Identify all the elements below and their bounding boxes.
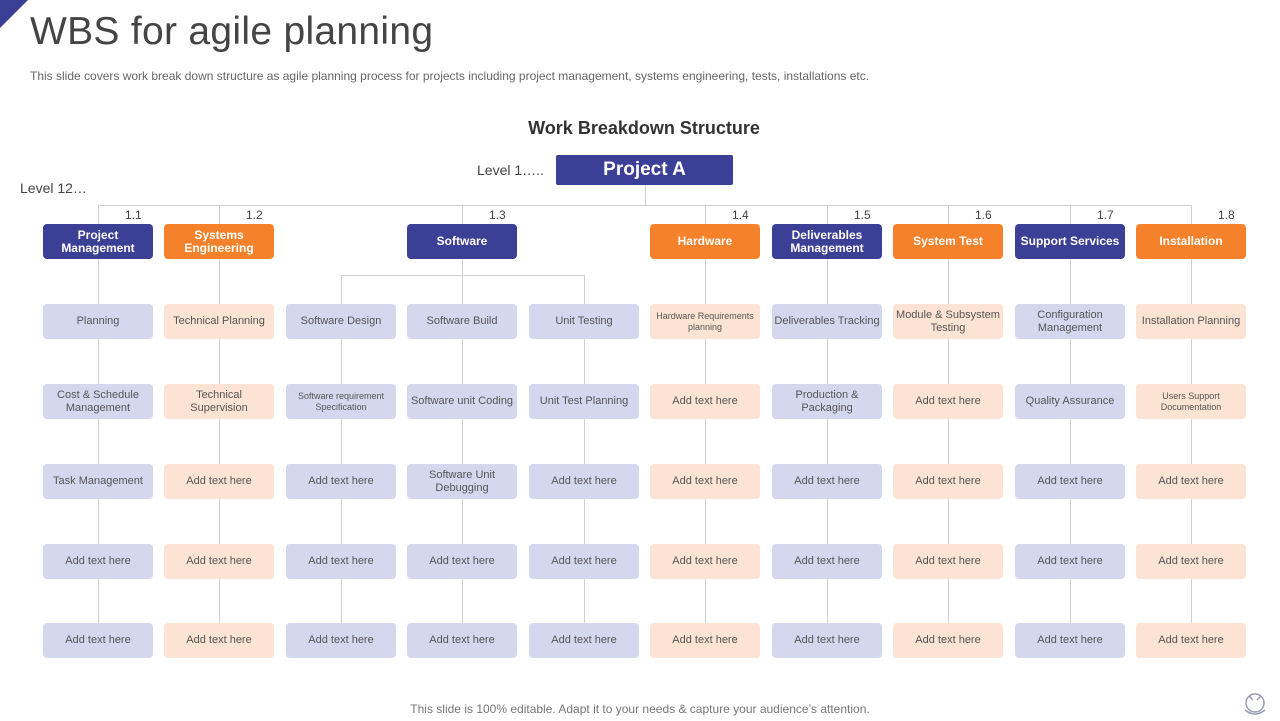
level-2-number: 1.2 [246,208,263,222]
wbs-task-node: Add text here [893,544,1003,579]
wbs-task-node: Add text here [893,464,1003,499]
wbs-task-node: Cost & Schedule Management [43,384,153,419]
wbs-task-node: Users Support Documentation [1136,384,1246,419]
wbs-task-node: Software Build [407,304,517,339]
wbs-task-node: Add text here [43,544,153,579]
level-2-number: 1.1 [125,208,142,222]
wbs-task-node: Technical Supervision [164,384,274,419]
level-2-node: Hardware [650,224,760,259]
level-2-number: 1.5 [854,208,871,222]
wbs-task-node: Add text here [43,623,153,658]
corner-accent [0,0,28,28]
root-node-project: Project A [556,155,733,185]
header-connector-line [98,205,99,224]
page-title: WBS for agile planning [30,10,434,53]
wbs-task-node: Add text here [650,384,760,419]
header-connector-line [462,205,463,224]
wbs-task-node: Add text here [772,544,882,579]
header-connector-line [1191,205,1192,224]
level-2-node: Software [407,224,517,259]
level-2-number: 1.7 [1097,208,1114,222]
level-2-node: System Test [893,224,1003,259]
header-connector-line [705,205,706,224]
level-2-node: Installation [1136,224,1246,259]
wbs-task-node: Add text here [1015,623,1125,658]
wbs-task-node: Add text here [407,623,517,658]
wbs-task-node: Unit Test Planning [529,384,639,419]
wbs-task-node: Add text here [650,464,760,499]
level-2-bar-line [98,205,1191,206]
wbs-task-node: Add text here [893,623,1003,658]
level-2-number: 1.8 [1218,208,1235,222]
wbs-task-node: Add text here [1136,464,1246,499]
wbs-task-node: Software Unit Debugging [407,464,517,499]
wbs-task-node: Add text here [529,544,639,579]
wbs-task-node: Add text here [164,464,274,499]
level-2-node: Systems Engineering [164,224,274,259]
header-connector-line [219,205,220,224]
wbs-task-node: Add text here [772,623,882,658]
wbs-task-node: Add text here [286,464,396,499]
wbs-task-node: Add text here [286,544,396,579]
level-2-node: Support Services [1015,224,1125,259]
cycle-logo-icon [1240,690,1270,721]
wbs-task-node: Task Management [43,464,153,499]
wbs-task-node: Unit Testing [529,304,639,339]
level-2-node: Deliverables Management [772,224,882,259]
wbs-task-node: Configuration Management [1015,304,1125,339]
wbs-task-node: Add text here [529,464,639,499]
wbs-task-node: Software requirement Specification [286,384,396,419]
wbs-task-node: Add text here [286,623,396,658]
wbs-task-node: Planning [43,304,153,339]
root-connector-line [645,185,646,205]
wbs-task-node: Installation Planning [1136,304,1246,339]
wbs-task-node: Deliverables Tracking [772,304,882,339]
level-2-label: Level 12… [20,180,87,196]
page-subtitle: This slide covers work break down structure as agile planning process for projects including project management, systems engineering, tests, installations etc. [30,69,870,83]
software-branch-line [341,275,584,276]
wbs-task-node: Add text here [650,544,760,579]
header-connector-line [948,205,949,224]
level-2-number: 1.6 [975,208,992,222]
wbs-task-node: Production & Packaging [772,384,882,419]
wbs-task-node: Add text here [1136,623,1246,658]
wbs-task-node: Add text here [1015,544,1125,579]
diagram-title: Work Breakdown Structure [528,118,760,138]
wbs-task-node: Module & Subsystem Testing [893,304,1003,339]
wbs-task-node: Technical Planning [164,304,274,339]
wbs-task-node: Add text here [1015,464,1125,499]
wbs-task-node: Software unit Coding [407,384,517,419]
header-connector-line [827,205,828,224]
level-2-number: 1.4 [732,208,749,222]
wbs-task-node: Add text here [164,544,274,579]
wbs-task-node: Add text here [164,623,274,658]
footer-note: This slide is 100% editable. Adapt it to your needs & capture your audience’s attention. [410,702,870,716]
wbs-task-node: Add text here [529,623,639,658]
header-connector-line [1070,205,1071,224]
level-2-number: 1.3 [489,208,506,222]
wbs-task-node: Hardware Requirements planning [650,304,760,339]
wbs-task-node: Add text here [1136,544,1246,579]
wbs-task-node: Add text here [407,544,517,579]
level-1-label: Level 1….. [477,162,544,178]
level-2-node: Project Management [43,224,153,259]
wbs-task-node: Add text here [772,464,882,499]
wbs-task-node: Add text here [893,384,1003,419]
wbs-task-node: Add text here [650,623,760,658]
wbs-task-node: Software Design [286,304,396,339]
wbs-task-node: Quality Assurance [1015,384,1125,419]
